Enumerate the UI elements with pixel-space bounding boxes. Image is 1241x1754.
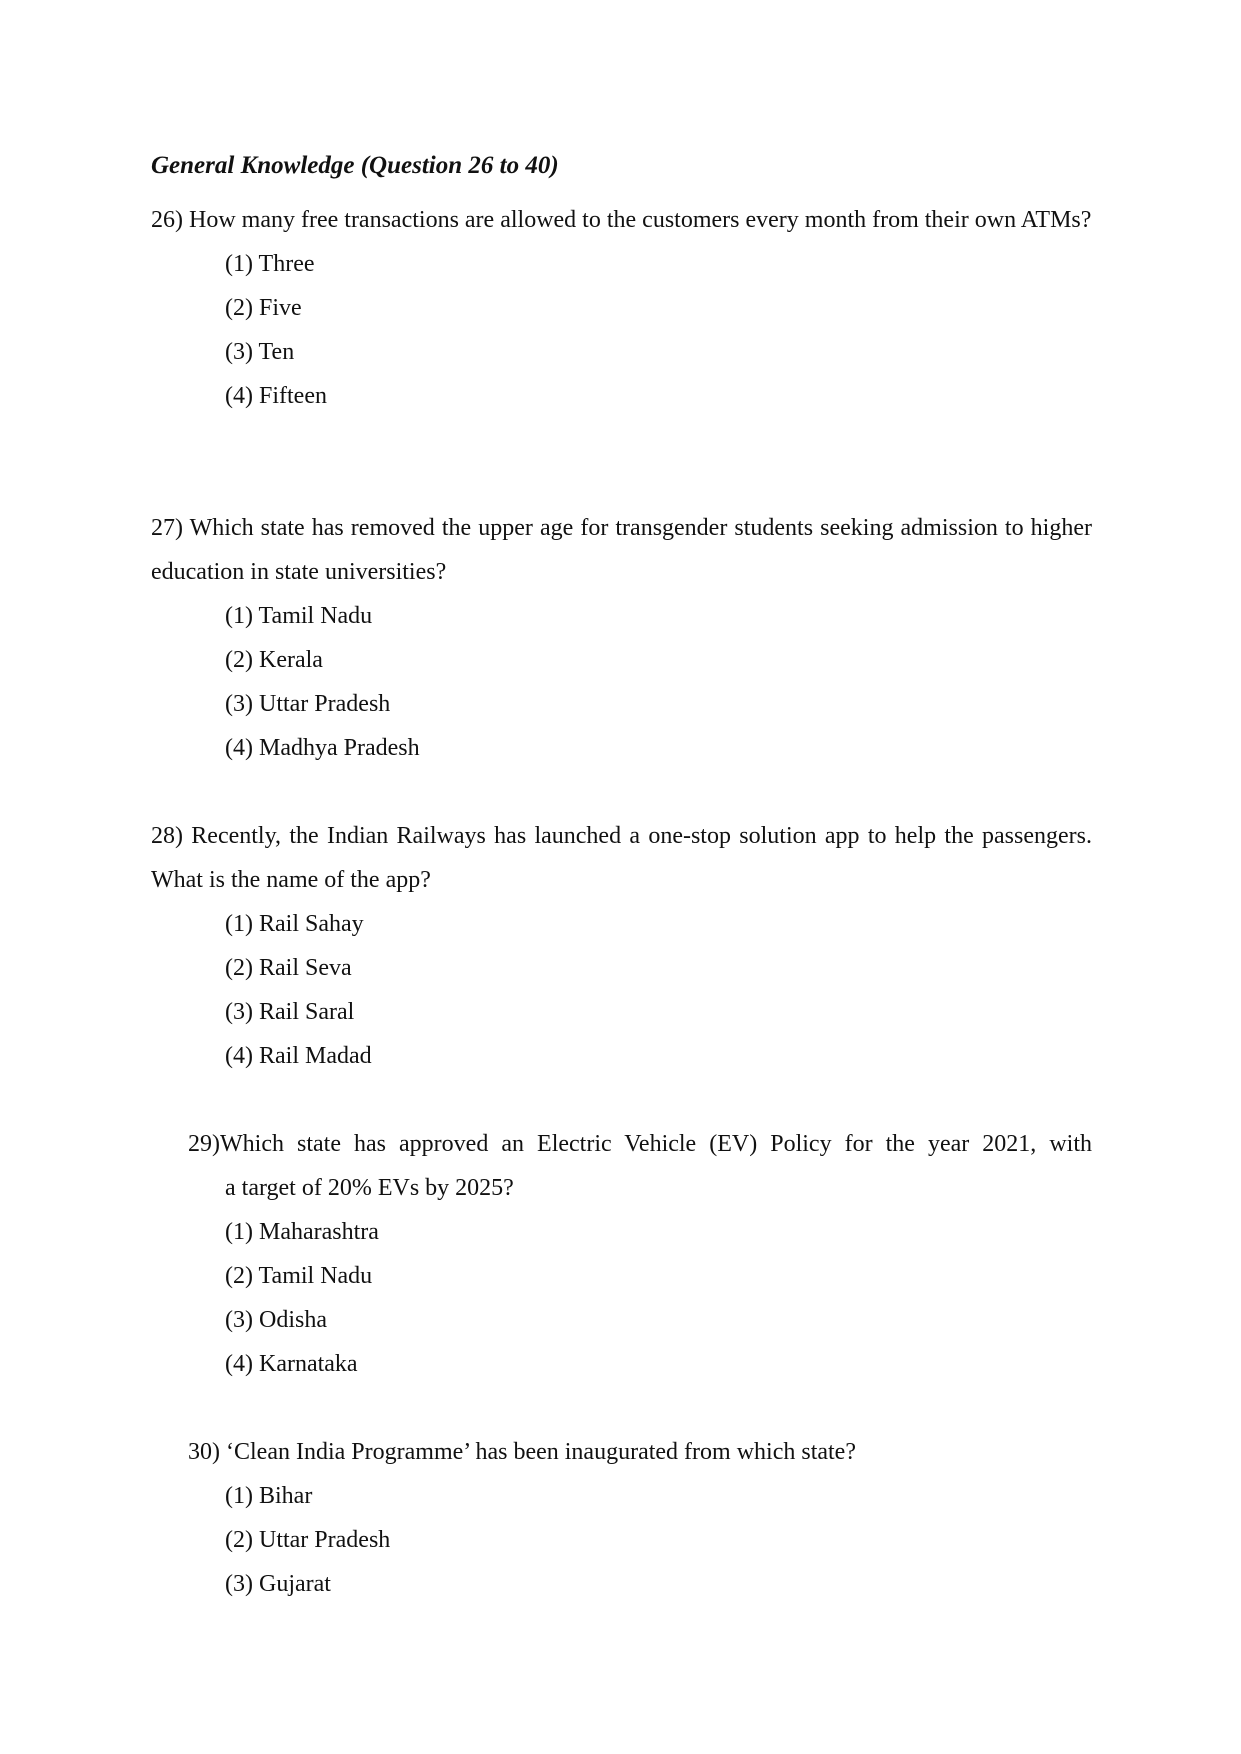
question-text	[188, 1122, 1092, 1210]
option-3: (3) Gujarat	[225, 1571, 331, 1597]
question-30	[188, 1430, 1092, 1606]
option-2: (2) Tamil Nadu	[225, 1263, 373, 1289]
option-list	[225, 902, 1092, 1078]
option-1: (1) Three	[225, 251, 315, 277]
option-1: (1) Bihar	[225, 1483, 313, 1509]
option-2: (2) Rail Seva	[225, 955, 352, 981]
option-4: (4) Karnataka	[225, 1351, 358, 1377]
question-29	[188, 1122, 1092, 1386]
option-4: (4) Fifteen	[225, 383, 327, 409]
question-number: 27)	[151, 515, 183, 541]
option-2: (2) Uttar Pradesh	[225, 1527, 391, 1553]
question-body-line-2: a target of 20% EVs by 2025?	[225, 1175, 514, 1201]
question-27	[151, 506, 1092, 770]
question-26	[151, 198, 1092, 418]
option-3: (3) Rail Saral	[225, 999, 355, 1025]
question-text	[188, 1430, 1092, 1474]
question-body: Recently, the Indian Railways has launched a one-stop solution app to help the passengers. What is the name of the app?	[151, 823, 1093, 893]
option-4: (4) Madhya Pradesh	[225, 735, 420, 761]
option-2: (2) Five	[225, 295, 302, 321]
question-text	[151, 506, 1092, 594]
option-3: (3) Uttar Pradesh	[225, 691, 391, 717]
question-number: 26)	[151, 207, 183, 233]
option-1: (1) Rail Sahay	[225, 911, 364, 937]
question-number: 28)	[151, 823, 183, 849]
option-3: (3) Odisha	[225, 1307, 327, 1333]
question-number: 29)	[188, 1131, 220, 1157]
option-2: (2) Kerala	[225, 647, 323, 673]
question-body: Which state has removed the upper age for transgender students seeking admission to higher education in state universities?	[151, 515, 1092, 585]
section-title: General Knowledge (Question 26 to 40)	[151, 152, 559, 179]
question-body: How many free transactions are allowed to the customers every month from their own ATMs?	[189, 207, 1092, 233]
question-line-1	[188, 1122, 1092, 1166]
question-body: ‘Clean India Programme’ has been inaugurated from which state?	[226, 1439, 856, 1465]
option-3: (3) Ten	[225, 339, 295, 365]
question-28	[151, 814, 1092, 1078]
question-text	[151, 198, 1092, 242]
option-list	[225, 1474, 1092, 1606]
option-list	[225, 594, 1092, 770]
question-number: 30)	[188, 1439, 220, 1465]
option-list	[225, 242, 1092, 418]
option-1: (1) Maharashtra	[225, 1219, 379, 1245]
question-body-line-1: Which state has approved an Electric Vehicle (EV) Policy for the year 2021, with	[220, 1131, 1092, 1157]
question-text	[151, 814, 1092, 902]
option-4: (4) Rail Madad	[225, 1043, 372, 1069]
option-1: (1) Tamil Nadu	[225, 603, 373, 629]
option-list	[225, 1210, 1092, 1386]
